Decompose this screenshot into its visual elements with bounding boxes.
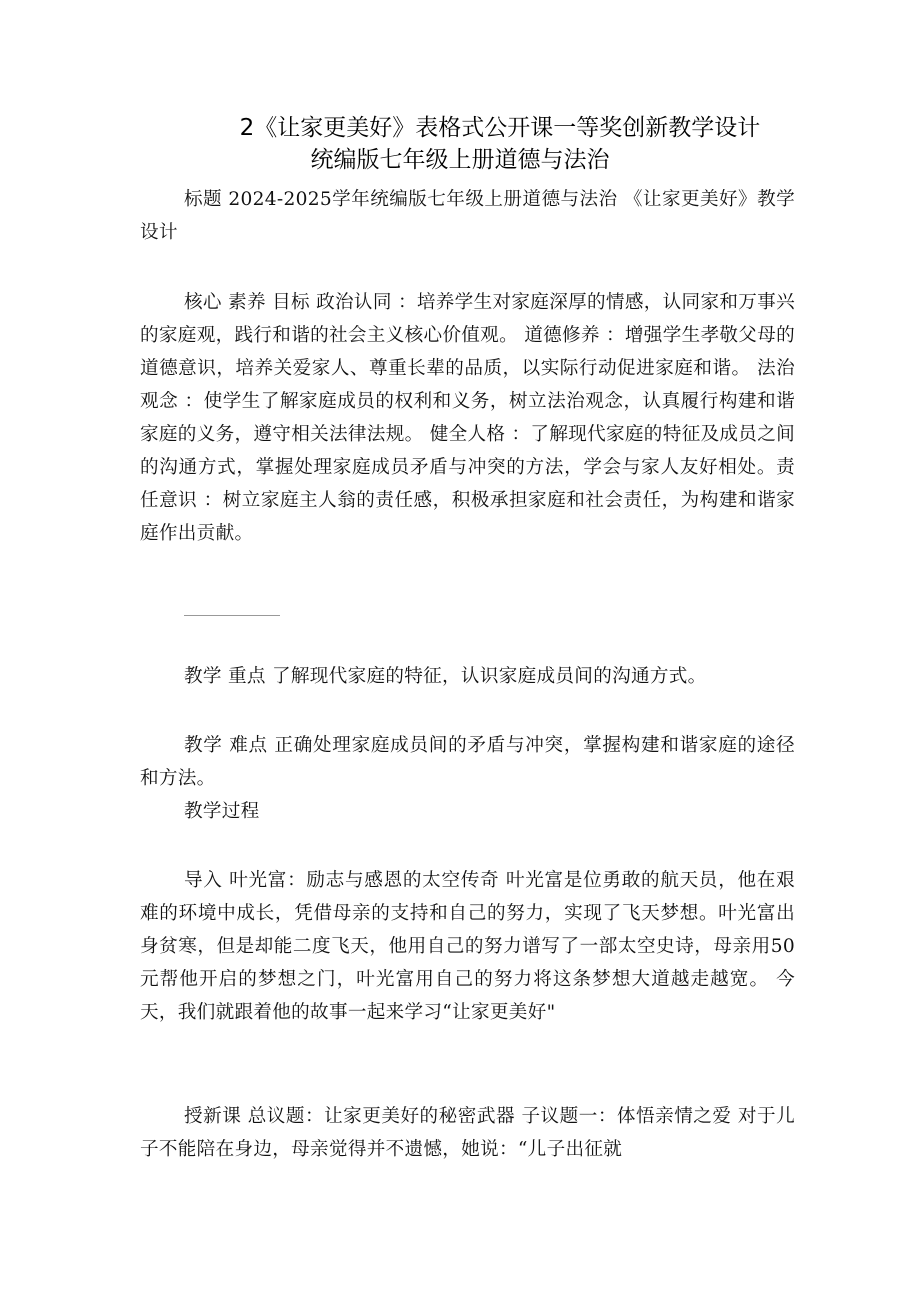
core-goals-paragraph: 核心 素养 目标 政治认同 ：培养学生对家庭深厚的情感，认同家和万事兴的家庭观，践行和谐的社会主义核心价值观。 道德修养 ：增强学生孝敬父母的道德意识，培养关爱家人、尊重长辈的品质，以实际行动促进家庭和谐。 法治观念 ：使学生了解家庭成员的权利和义务，树立法治观念，认真履行构建和谐家庭的义务，遵守相关法律法规。 健全人格 ：了解现代家庭的特征及成员之间的沟通方式，掌握处理家庭成员矛盾与冲突的方法，学会与家人友好相处。责任意识 ：树立家庭主人翁的责任感，积极承担家庭和社会责任，为构建和谐家庭作出贡献。 [140, 292, 795, 544]
key-points-paragraph: 教学 重点 了解现代家庭的特征，认识家庭成员间的沟通方式。 [184, 666, 707, 687]
document-title-line2: 统编版七年级上册道德与法治 [310, 147, 610, 173]
document-title-line1: 2《让家更美好》表格式公开课一等奖创新教学设计 [239, 115, 761, 141]
intro-paragraph: 导入 叶光富：励志与感恩的太空传奇 叶光富是位勇敢的航天员，他在艰难的环境中成长，凭借母亲的支持和自己的努力，实现了飞天梦想。叶光富出身贫寒，但是却能二度飞天，他用自己的努力谱写了一部太空史诗，母亲用50元帮他开启的梦想之门，叶光富用自己的努力将这条梦想大道越走越宽。 今天，我们就跟着他的故事一起来学习“让家更美好" [140, 870, 795, 1023]
new-lesson-paragraph: 授新课 总议题：让家更美好的秘密武器 子议题一：体悟亲情之爱 对于儿子不能陪在身边，母亲觉得并不遗憾，她说：“儿子出征就 [140, 1106, 795, 1160]
process-heading: 教学过程 [184, 801, 260, 822]
heading-paragraph: 标题 2024-2025学年统编版七年级上册道德与法治 《让家更美好》教学设计 [140, 189, 795, 243]
difficulties-paragraph: 教学 难点 正确处理家庭成员间的矛盾与冲突，掌握构建和谐家庭的途径和方法。 [140, 735, 795, 789]
section-divider [184, 615, 280, 616]
